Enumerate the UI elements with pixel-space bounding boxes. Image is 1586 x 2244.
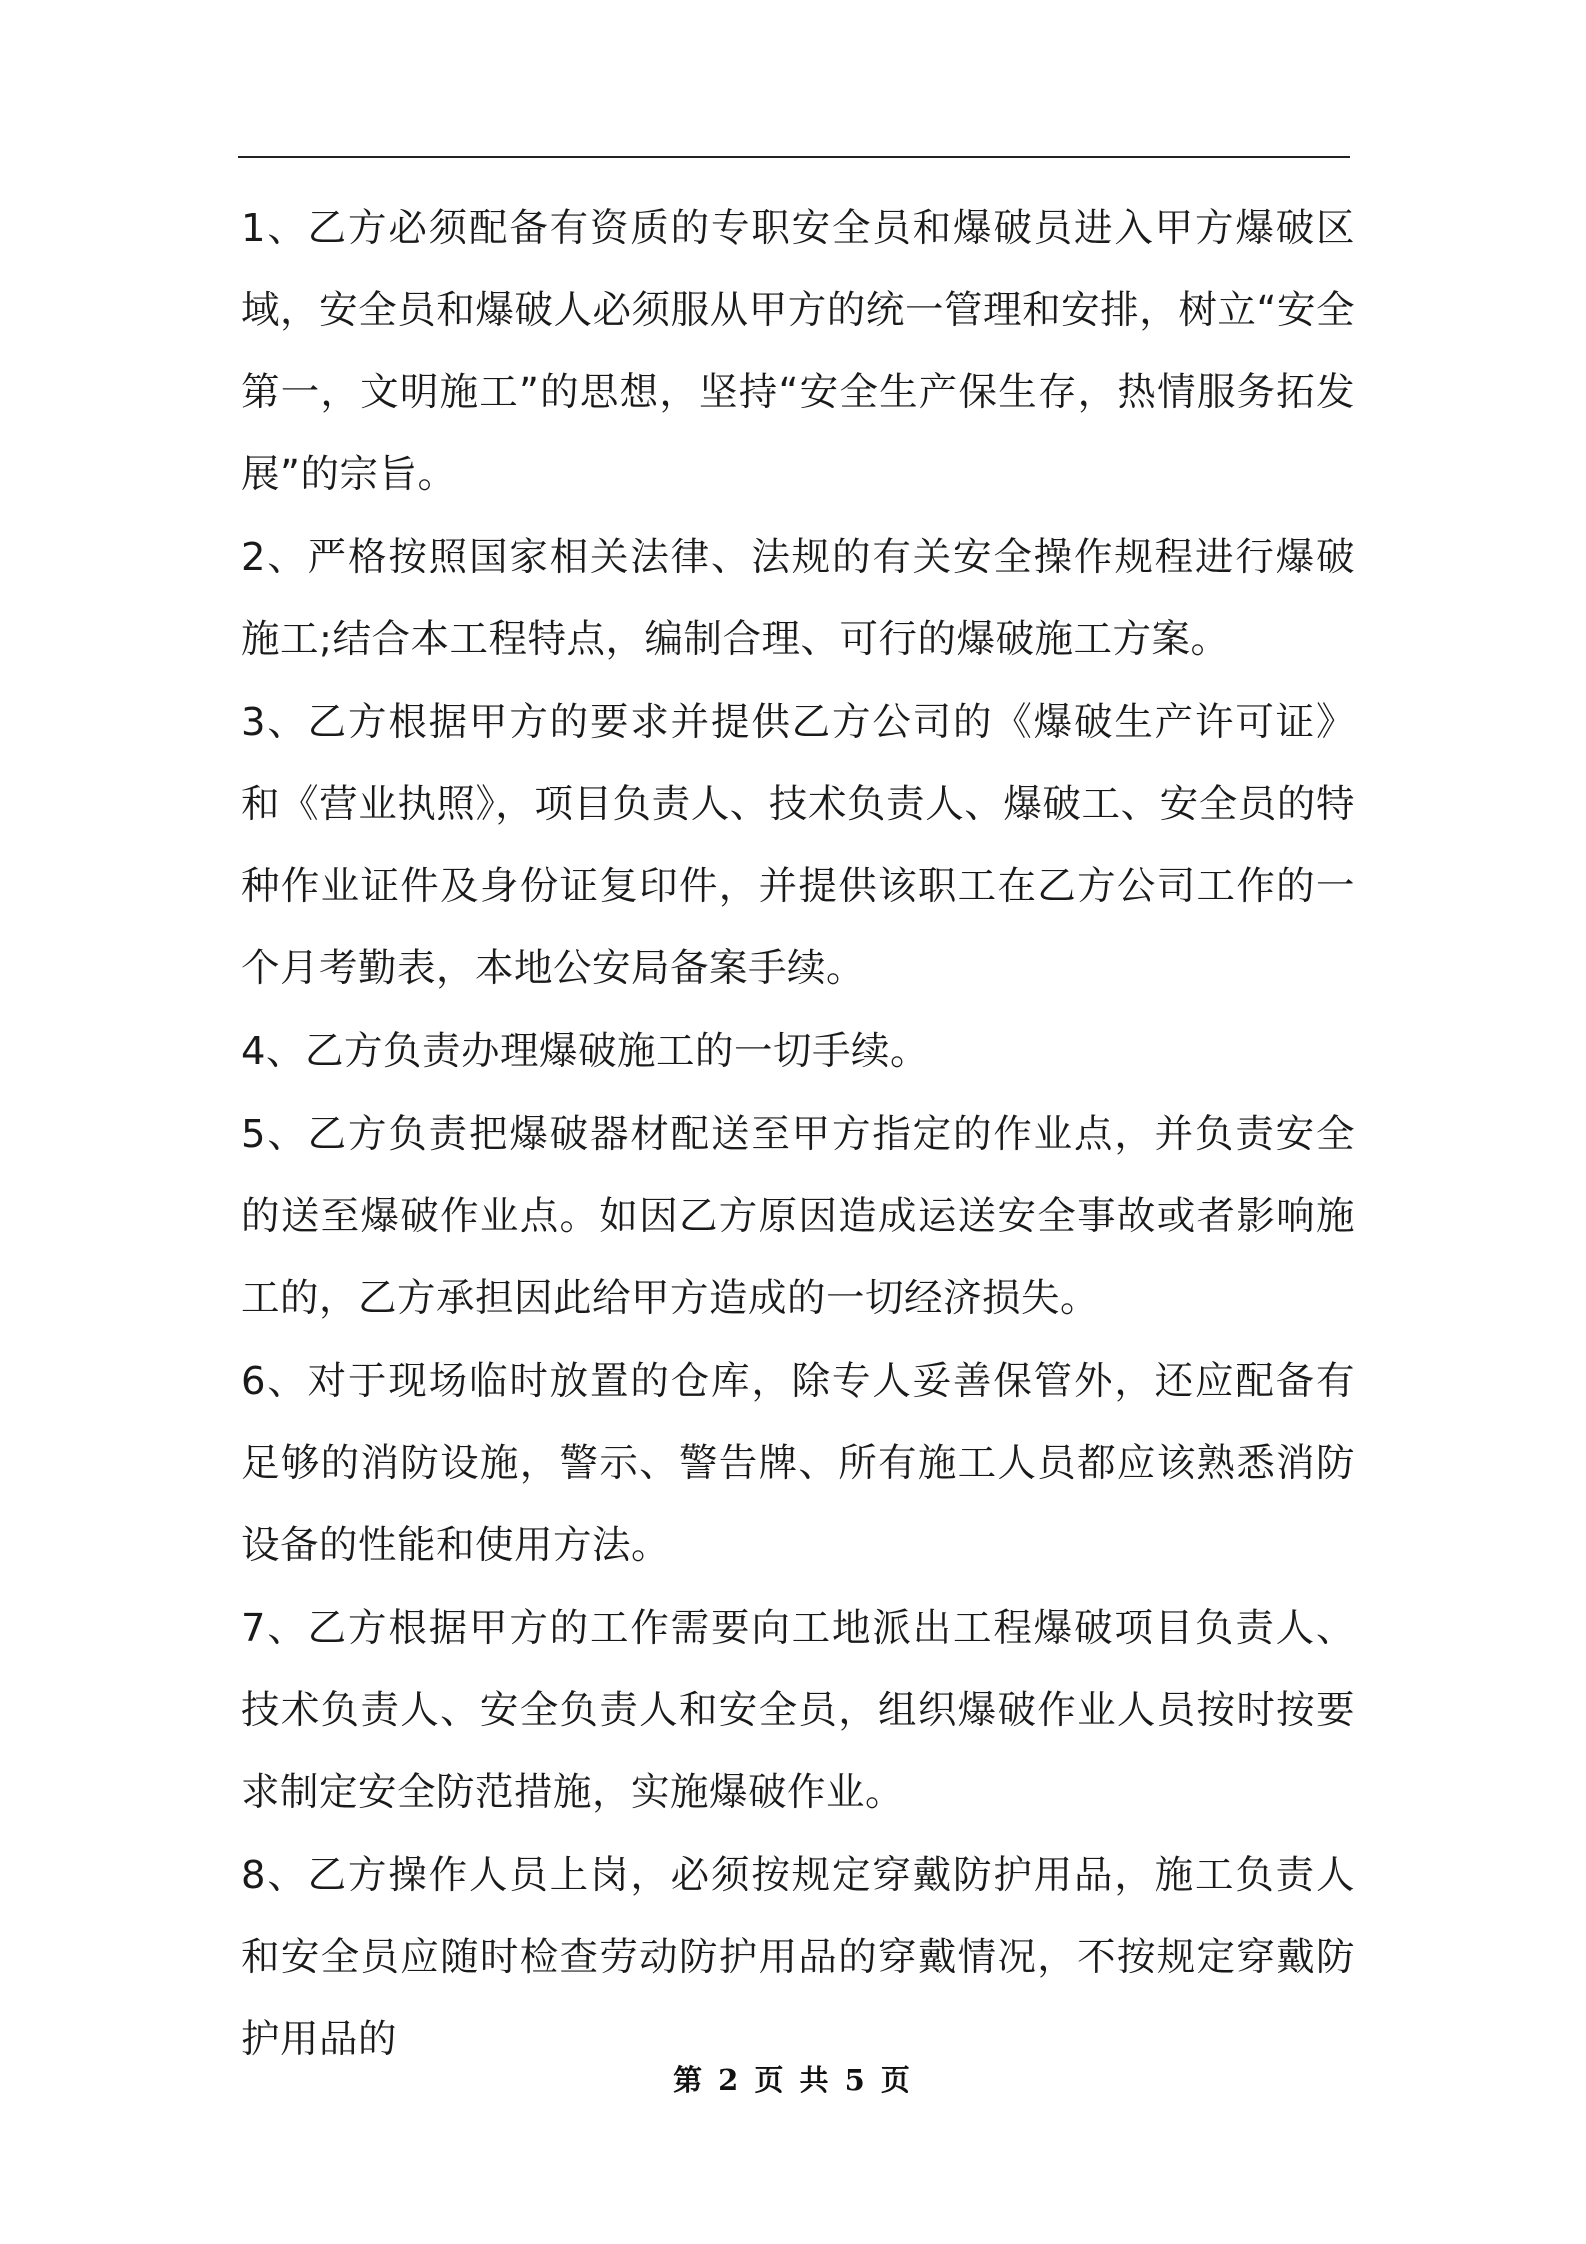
clause-7: 7、乙方根据甲方的工作需要向工地派出工程爆破项目负责人、技术负责人、安全负责人和安全员，组织爆破作业人员按时按要求制定安全防范措施，实施爆破作业。 xyxy=(241,1606,1355,1815)
clause-6: 6、对于现场临时放置的仓库，除专人妥善保管外，还应配备有足够的消防设施，警示、警告牌、所有施工人员都应该熟悉消防设备的性能和使用方法。 xyxy=(241,1359,1355,1568)
document-body xyxy=(241,188,1355,2082)
clause-3: 3、乙方根据甲方的要求并提供乙方公司的《爆破生产许可证》和《营业执照》，项目负责人、技术负责人、爆破工、安全员的特种作业证件及身份证复印件，并提供该职工在乙方公司工作的一个月考勤表，本地公安局备案手续。 xyxy=(241,700,1355,991)
clause-5: 5、乙方负责把爆破器材配送至甲方指定的作业点，并负责安全的送至爆破作业点。如因乙方原因造成运送安全事故或者影响施工的，乙方承担因此给甲方造成的一切经济损失。 xyxy=(241,1112,1355,1321)
header-rule xyxy=(238,156,1350,158)
clause-1: 1、乙方必须配备有资质的专职安全员和爆破员进入甲方爆破区域，安全员和爆破人必须服从甲方的统一管理和安排，树立“安全第一，文明施工”的思想，坚持“安全生产保生存，热情服务拓发展”的宗旨。 xyxy=(241,206,1355,497)
page-number-footer: 第 2 页 共 5 页 xyxy=(673,2063,913,2097)
clause-2: 2、严格按照国家相关法律、法规的有关安全操作规程进行爆破施工;结合本工程特点，编制合理、可行的爆破施工方案。 xyxy=(241,535,1355,662)
clause-4: 4、乙方负责办理爆破施工的一切手续。 xyxy=(241,1029,929,1074)
clause-8: 8、乙方操作人员上岗，必须按规定穿戴防护用品，施工负责人和安全员应随时检查劳动防护用品的穿戴情况，不按规定穿戴防护用品的 xyxy=(241,1853,1355,2062)
